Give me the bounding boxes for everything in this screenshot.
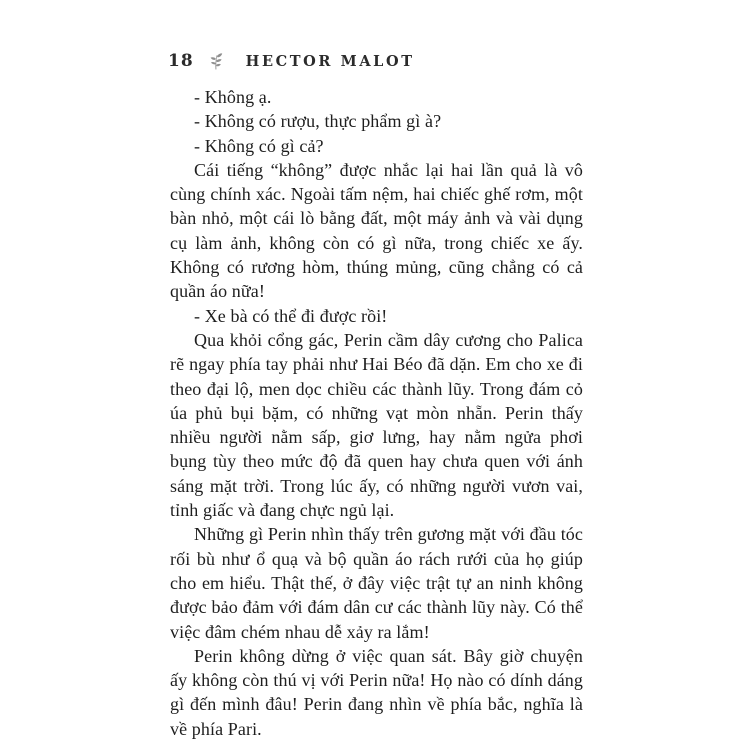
dialogue-line: - Không có gì cả?: [194, 135, 324, 156]
paragraph: Những gì Perin nhìn thấy trên gương mặt với đầu tóc rối bù như ổ quạ và bộ quần áo rách rưới của họ giúp cho em hiểu. Thật thế, ở đây việc trật tự an ninh không được bảo đảm với đám dân cư các thành lũy này. Có thể việc đâm chém nhau dễ xảy ra lắm!: [170, 524, 583, 642]
dialogue-line: - Không có rượu, thực phẩm gì à?: [194, 111, 442, 132]
paragraph: Perin không dừng ở việc quan sát. Bây giờ chuyện ấy không còn thú vị với Perin nữa! Họ nào có dính dáng gì đến mình đâu! Perin đang nhìn về phía bắc, nghĩa là về phía Pari.: [170, 645, 583, 739]
paragraph: Qua khỏi cổng gác, Perin cầm dây cương cho Palica rẽ ngay phía tay phải như Hai Béo đã dặn. Em cho xe đi theo đại lộ, men dọc chiều các thành lũy. Trong đám cỏ úa phủ bụi bặm, có những vạt mòn nhẵn. Perin thấy nhiều người nằm sấp, giơ lưng, hay nằm ngửa phơi bụng tùy theo mức độ đã quen hay chưa quen với ánh sáng mặt trời. Trong lúc ấy, có những người vươn vai, tỉnh giấc và đang chực ngủ lại.: [170, 329, 583, 521]
text-body: [170, 85, 583, 741]
running-header: [168, 50, 415, 72]
dialogue-line: - Không ạ.: [194, 87, 272, 107]
page-number: 18: [168, 51, 194, 71]
author-name: HECTOR MALOT: [245, 52, 415, 70]
paragraph: Cái tiếng “không” được nhắc lại hai lần quả là vô cùng chính xác. Ngoài tấm nệm, hai chiếc ghế rơm, một bàn nhỏ, một cái lò bằng đất, một máy ảnh và vài dụng cụ làm ảnh, không còn có gì nữa, trong chiếc xe ấy. Không có rương hòm, thúng mủng, cũng chẳng có cả quần áo nữa!: [170, 159, 583, 302]
leaf-sprig-icon: [207, 52, 224, 71]
dialogue-line: - Xe bà có thể đi được rồi!: [194, 305, 388, 326]
